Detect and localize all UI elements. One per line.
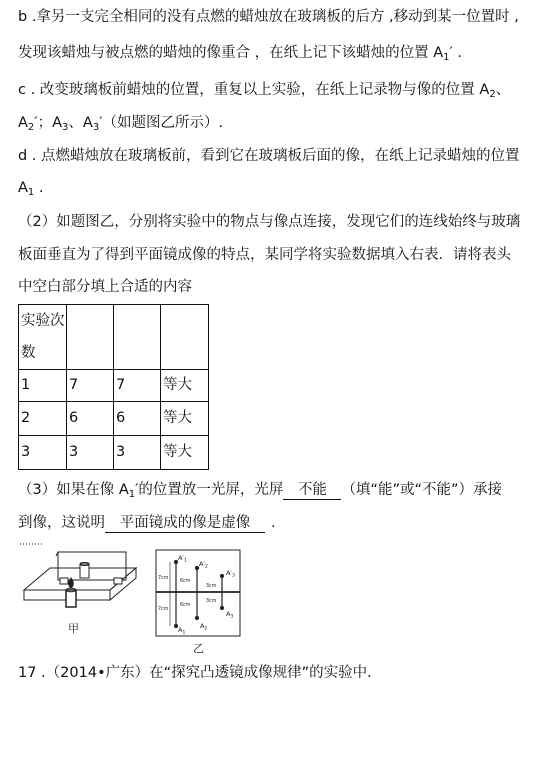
- table-header-cell: [19, 305, 67, 370]
- table-cell: 等大: [161, 370, 209, 402]
- table-row: [19, 370, 209, 402]
- table-header-blank-2: [114, 305, 161, 370]
- step-c-line-2: $A_2'$；$A_3$、$A_3'$（如题图乙所示）.: [18, 115, 224, 133]
- table-cell: 7: [67, 370, 114, 402]
- table-header-blank-3: [161, 305, 209, 370]
- table-cell: 3: [19, 436, 67, 470]
- q3-line-2: 到像，这说明 平面镜成的像是虚像 .: [18, 515, 276, 531]
- label-a1: $A_1$: [178, 626, 186, 636]
- label-a2-prime: $A'_2$: [199, 560, 208, 570]
- answer-blank-1: 不能: [283, 483, 341, 500]
- step-c-line-1: c . 改变玻璃板前蜡烛的位置，重复以上实验，在纸上记录物与像的位置 $A_2$、: [18, 82, 511, 100]
- header-line-1: 实验次: [21, 313, 65, 329]
- step-b-line-2: 发现该蜡烛与被点燃的蜡烛的像重合 ，在纸上记下该蜡烛的位置 $A_1'$ .: [18, 45, 463, 63]
- table-header-blank-1: [67, 305, 114, 370]
- label-a2: $A_2$: [200, 622, 208, 632]
- table-header-row: [19, 305, 209, 370]
- table-cell: 7: [114, 370, 161, 402]
- table-cell: 等大: [161, 402, 209, 436]
- table-cell: 6: [114, 402, 161, 436]
- table-row: [19, 402, 209, 436]
- table-cell: 3: [114, 436, 161, 470]
- table-cell: 2: [19, 402, 67, 436]
- table-row: [19, 436, 209, 470]
- q3-line-1: （3）如果在像 $A_1'$的位置放一光屏，光屏 不能 （填“能”或“不能”）承接: [18, 482, 502, 500]
- q2-line-1: （2）如题图乙，分别将实验中的物点与像点连接，发现它们的连线始终与玻璃: [18, 214, 521, 230]
- q2-line-3: 中空白部分填上合适的内容: [18, 279, 192, 295]
- label-a3-prime: $A'_3$: [226, 569, 235, 579]
- label-a1-prime: $A'_1$: [178, 554, 187, 564]
- figure-yi-label: 乙: [193, 642, 204, 655]
- dim-3cm-bottom: 3cm: [206, 599, 217, 604]
- dim-6cm-bottom: 6cm: [180, 603, 191, 608]
- experiment-table: [18, 304, 209, 470]
- table-cell: 6: [67, 402, 114, 436]
- dim-6cm-top: 6cm: [180, 579, 191, 584]
- label-a3: $A_3$: [226, 610, 234, 620]
- q2-line-2: 板面垂直为了得到平面镜成像的特点，某同学将实验数据填入右表．请将表头: [18, 247, 511, 263]
- header-line-2: 数: [21, 345, 36, 361]
- table-cell: 3: [67, 436, 114, 470]
- figure-yi: [150, 548, 245, 640]
- figure-jia-label: 甲: [68, 622, 79, 635]
- step-b-line-1: b .拿另一支完全相同的没有点燃的蜡烛放在玻璃板的后方 ,移动到某一位置时 ,: [18, 9, 519, 25]
- answer-blank-2: 平面镜成的像是虚像: [105, 516, 265, 533]
- step-d-line-2: $A_1$ .: [18, 180, 44, 198]
- step-d-line-1: d . 点燃蜡烛放在玻璃板前，看到它在玻璃板后面的像，在纸上记录蜡烛的位置: [18, 148, 520, 164]
- dim-7cm-top: 7cm: [158, 576, 169, 581]
- table-cell: 等大: [161, 436, 209, 470]
- table-cell: 1: [19, 370, 67, 402]
- figure-jia: [18, 542, 143, 637]
- dim-7cm-bottom: 7cm: [158, 607, 169, 612]
- q17-line: 17 .（2014•广东）在“探究凸透镜成像规律”的实验中．: [18, 665, 382, 681]
- dim-3cm-top: 3cm: [206, 584, 217, 589]
